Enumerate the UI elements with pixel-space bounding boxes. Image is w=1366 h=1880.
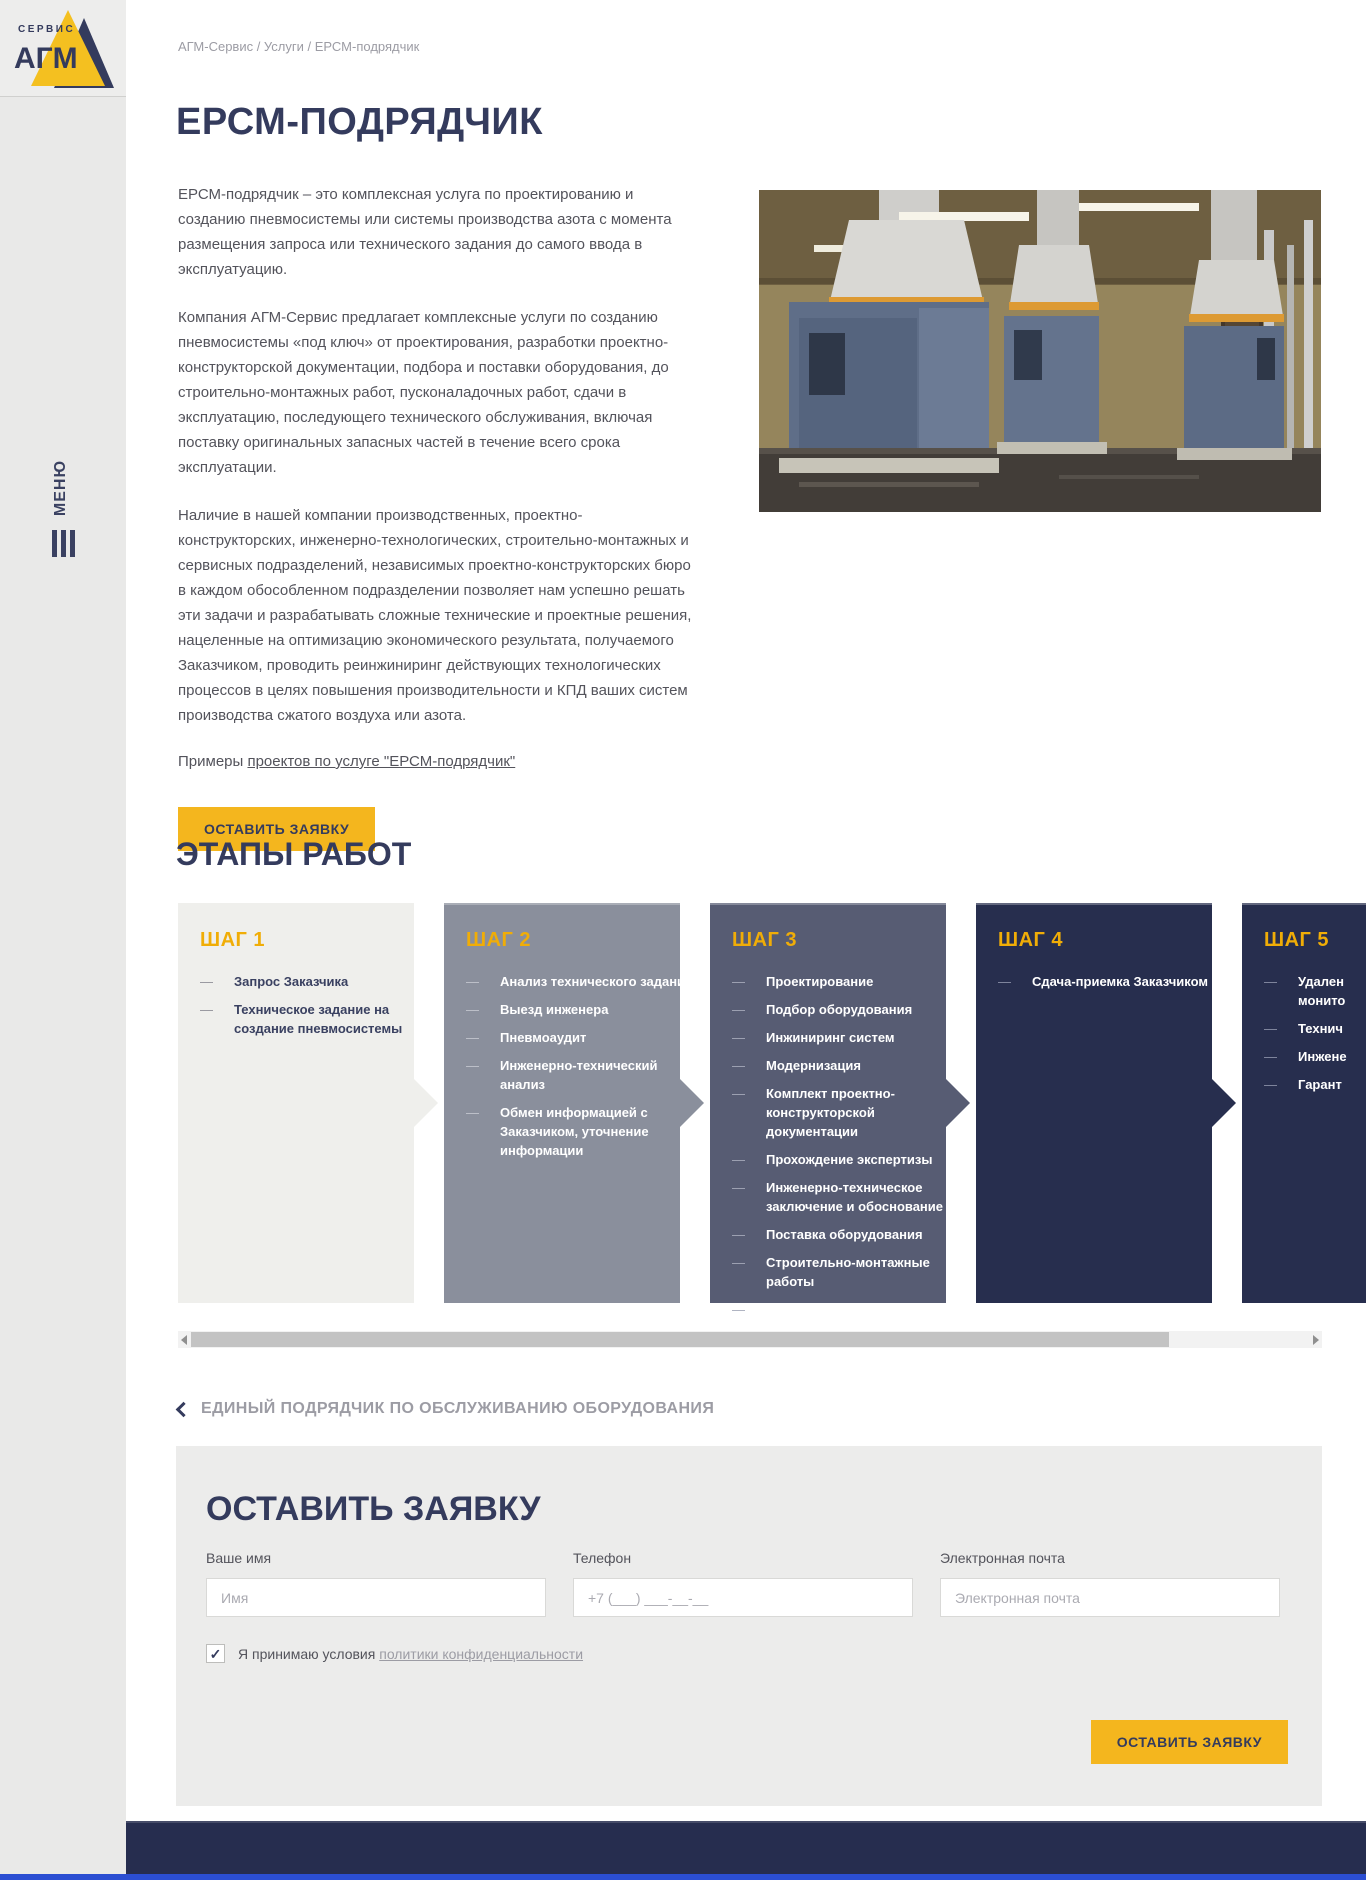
stage-card — [1242, 903, 1366, 1303]
stage-step-label: ШАГ 4 — [998, 929, 1064, 951]
horizontal-scrollbar[interactable] — [178, 1331, 1322, 1348]
page-title: ЕРСМ-ПОДРЯДЧИК — [176, 101, 543, 143]
intro-paragraph: Компания АГМ-Сервис предлагает комплексные услуги по созданию пневмосистемы «под ключ» от проектирования, разработки проектно-конструкторской документации, подбора и поставки оборудования, до строительно-монтажных работ, пусконаладочных работ, сдачи в эксплуатацию, последующего технического обслуживания, включая поставку оригинальных запасных частей в течение всего срока эксплуатации. — [178, 309, 669, 476]
chevron-left-icon — [176, 1402, 192, 1418]
stage-card — [178, 903, 414, 1303]
logo-line2: АГМ — [14, 42, 78, 75]
hamburger-icon[interactable] — [52, 530, 76, 557]
logo-line1: СЕРВИС — [18, 24, 76, 35]
stage-item: — Технич — [1264, 1019, 1366, 1038]
email-field-label: Электронная почта — [940, 1550, 1065, 1566]
stage-step-label: ШАГ 3 — [732, 929, 798, 951]
industrial-photo — [759, 190, 1321, 512]
form-submit-button[interactable]: ОСТАВИТЬ ЗАЯВКУ — [1091, 1720, 1288, 1764]
stage-card — [976, 903, 1212, 1303]
stage-item: — Гарант — [1264, 1075, 1366, 1094]
stage-step-label: ШАГ 2 — [466, 929, 532, 951]
phone-input[interactable] — [573, 1578, 913, 1617]
stage-step-label: ШАГ 5 — [1264, 929, 1330, 951]
back-link[interactable] — [178, 1400, 714, 1418]
stage-item: — Пусконаладочные работы — [732, 1300, 928, 1319]
stage-item: — Прохождение экспертизы — [732, 1150, 928, 1169]
cta-request-button[interactable]: ОСТАВИТЬ ЗАЯВКУ — [178, 807, 375, 851]
stage-item: — Инжиниринг систем — [732, 1028, 928, 1047]
phone-field-label: Телефон — [573, 1550, 632, 1566]
stage-item: — Анализ технического задания — [466, 972, 662, 991]
stage-item: — Подбор оборудования — [732, 1000, 928, 1019]
name-field-label: Ваше имя — [206, 1550, 272, 1566]
footer-accent-strip — [0, 1874, 1366, 1880]
stage-item: — Сдача-приемка Заказчиком — [998, 972, 1194, 991]
email-input[interactable] — [940, 1578, 1280, 1617]
name-input[interactable] — [206, 1578, 546, 1617]
stages-heading: ЭТАПЫ РАБОТ — [176, 836, 412, 872]
menu-label[interactable]: МЕНЮ — [52, 460, 69, 517]
intro-paragraph: Наличие в нашей компании производственных, проектно-конструкторских, инженерно-технологических, строительно-монтажных и сервисных подразделений, независимых проектно-конструкторских бюро в каждом обособленном подразделении позволяет нам успешно решать эти задачи и разрабатывать сложные технические и проектные решения, нацеленные на оптимизацию экономического результата, получаемого Заказчиком, проводить реинжиниринг действующих технологических процессов в целях повышения производительности и КПД ваших систем производства сжатого воздуха или азота. — [178, 507, 692, 724]
stage-item: — Пневмоаудит — [466, 1028, 662, 1047]
stage-step-label: ШАГ 1 — [200, 929, 266, 951]
sidebar — [0, 0, 126, 1880]
examples-projects-link[interactable]: проектов по услуге "ЕРСМ-подрядчик" — [247, 753, 516, 770]
examples-line — [178, 749, 700, 774]
stage-item: — Модернизация — [732, 1056, 928, 1075]
privacy-policy-link[interactable]: политики конфиденциальности — [379, 1645, 584, 1662]
consent-checkbox[interactable]: ✓ — [206, 1644, 225, 1663]
stage-item: — Удален монито — [1264, 972, 1366, 1010]
intro-paragraph: ЕРСМ-подрядчик – это комплексная услуга по проектированию и созданию пневмосистемы или системы производства азота с момента размещения запроса или технического задания до самого ввода в эксплуатуацию. — [178, 186, 672, 278]
scrollbar-thumb[interactable] — [191, 1332, 1169, 1347]
footer — [126, 1821, 1366, 1880]
request-form — [176, 1446, 1322, 1806]
stage-card — [710, 903, 946, 1317]
stage-item: — Инжене — [1264, 1047, 1366, 1066]
logo-triangles — [12, 6, 114, 94]
back-link-label: ЕДИНЫЙ ПОДРЯДЧИК ПО ОБСЛУЖИВАНИЮ ОБОРУДОВАНИЯ — [201, 1400, 715, 1417]
stage-item: — Комплект проектно- конструкторской документации — [732, 1084, 928, 1141]
form-title: ОСТАВИТЬ ЗАЯВКУ — [206, 1490, 541, 1528]
scroll-right-arrow-icon[interactable] — [1313, 1335, 1319, 1345]
consent-prefix: Я принимаю условия — [238, 1645, 380, 1662]
stage-item: — Проектирование — [732, 972, 928, 991]
stage-item: — Строительно-монтажные работы — [732, 1253, 928, 1291]
examples-prefix: Примеры — [178, 753, 248, 770]
scroll-left-arrow-icon[interactable] — [181, 1335, 187, 1345]
stage-item: — Техническое задание на создание пневмосистемы — [200, 1000, 396, 1038]
stage-item: — Запрос Заказчика — [200, 972, 396, 991]
stage-item: — Инженерно-техническое заключение и обоснование — [732, 1178, 928, 1216]
stage-card — [444, 903, 693, 1303]
consent-text — [238, 1646, 583, 1662]
breadcrumb[interactable]: АГМ-Сервис / Услуги / ЕРСМ-подрядчик — [178, 39, 420, 54]
intro-text — [178, 182, 700, 851]
logo[interactable] — [0, 0, 126, 97]
stage-item: — Поставка оборудования — [732, 1225, 928, 1244]
stages-row — [178, 903, 1366, 1317]
stage-item: — Инженерно-технический анализ — [466, 1056, 662, 1094]
stage-item: — Обмен информацией с Заказчиком, уточнение информации — [466, 1103, 662, 1160]
stage-item: — Выезд инженера — [466, 1000, 662, 1019]
